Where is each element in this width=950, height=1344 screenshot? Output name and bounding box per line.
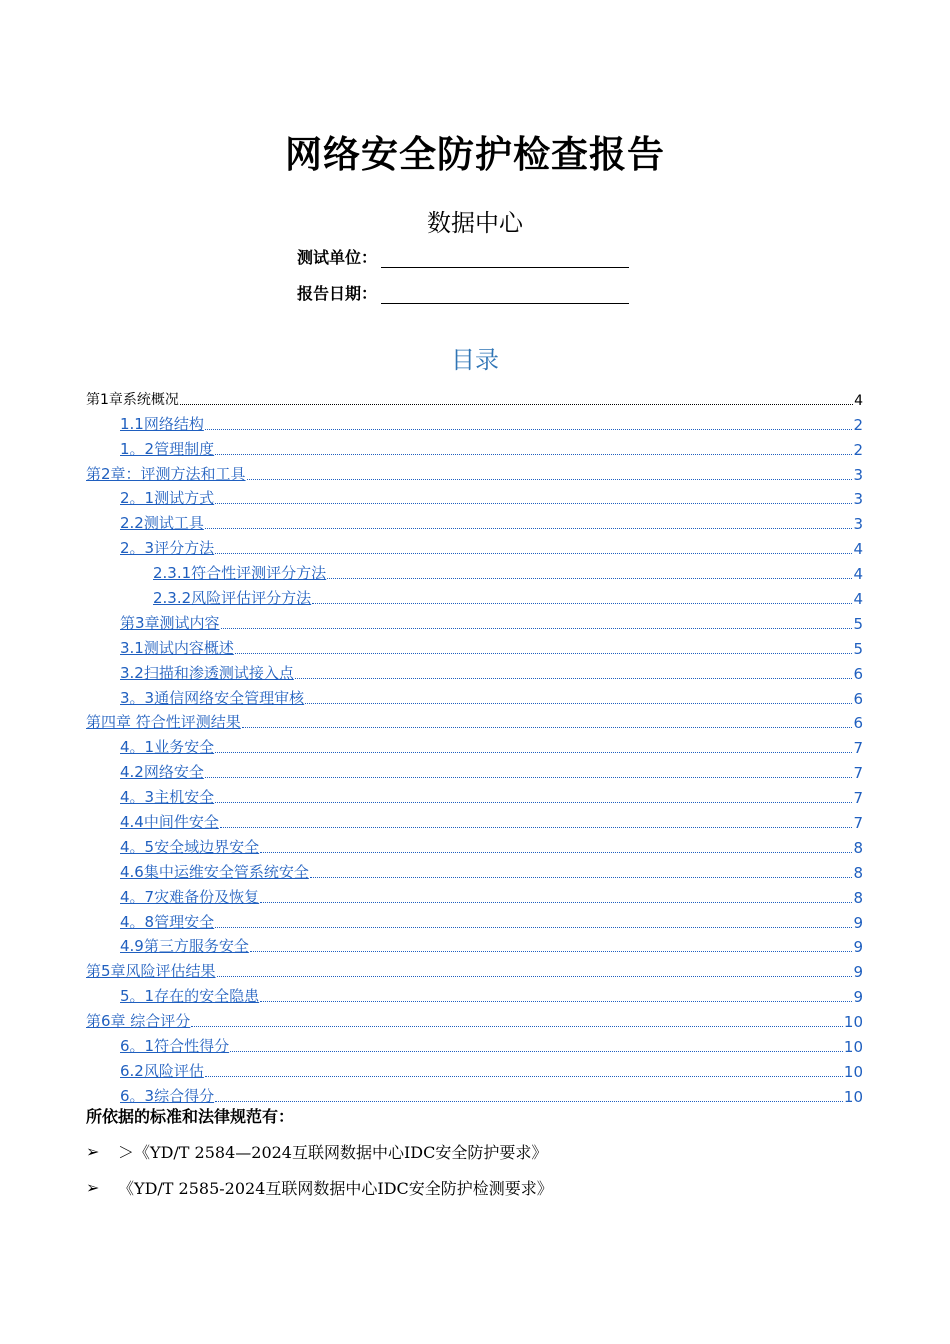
toc-page-number[interactable]: 2	[853, 440, 863, 459]
toc-page-number[interactable]: 9	[853, 963, 863, 982]
toc-entry-text[interactable]: 第2章：评测方法和工具	[86, 464, 246, 483]
toc-entry[interactable]	[86, 1031, 863, 1056]
toc-entry-text[interactable]: 6。1符合性得分	[120, 1037, 230, 1056]
toc-leader-dots	[305, 702, 852, 704]
toc-entry[interactable]	[86, 708, 863, 733]
toc-page-number[interactable]: 4	[853, 565, 863, 584]
toc-entry-text[interactable]: 4。8管理安全	[120, 912, 215, 931]
toc-leader-dots	[220, 826, 853, 828]
toc-page-number[interactable]: 10	[843, 1038, 863, 1057]
toc-page-number[interactable]: 5	[853, 614, 863, 633]
toc-entry[interactable]	[86, 508, 863, 533]
toc-page-number[interactable]: 6	[853, 714, 863, 733]
field-report-date	[297, 280, 629, 304]
toc-leader-dots	[312, 602, 852, 604]
toc-page-number[interactable]: 7	[853, 739, 863, 758]
toc-page-number[interactable]: 4	[854, 392, 863, 409]
toc-entry-text[interactable]: 第3章测试内容	[120, 613, 220, 632]
blank-line	[381, 249, 629, 268]
toc-page-number[interactable]: 8	[853, 838, 863, 857]
toc-leader-dots	[230, 1050, 843, 1052]
toc-page-number[interactable]: 9	[853, 988, 863, 1007]
toc-page-number[interactable]: 7	[853, 789, 863, 808]
toc-entry-text[interactable]: 6。3综合得分	[120, 1086, 215, 1105]
toc-entry-text[interactable]: 1。2管理制度	[120, 439, 215, 458]
toc-page-number[interactable]: 6	[853, 664, 863, 683]
toc-leader-dots	[221, 627, 853, 629]
toc-page-number[interactable]: 10	[843, 1013, 863, 1032]
toc-leader-dots	[260, 901, 852, 903]
toc-page-number[interactable]: 9	[853, 938, 863, 957]
toc-entry[interactable]	[86, 583, 863, 608]
toc-entry[interactable]	[86, 633, 863, 658]
toc-entry-text[interactable]: 第6章 综合评分	[86, 1012, 191, 1031]
toc-entry-text[interactable]: 4.6集中运维安全管系统安全	[120, 862, 309, 881]
toc-leader-dots	[205, 428, 853, 430]
toc-entry-text[interactable]: 2.3.2风险评估评分方法	[153, 589, 312, 608]
toc-leader-dots	[215, 1100, 843, 1102]
toc-entry-text[interactable]: 6.2风险评估	[120, 1061, 204, 1080]
field-label: 报告日期：	[297, 284, 378, 303]
arrow-bullet-icon: ➢	[86, 1178, 100, 1197]
toc-page-number[interactable]: 4	[853, 540, 863, 559]
toc-leader-dots	[191, 1025, 843, 1027]
toc-entry-text[interactable]: 第5章风险评估结果	[86, 962, 216, 981]
toc-leader-dots	[215, 552, 852, 554]
toc-entry-text[interactable]: 第四章 符合性评测结果	[86, 713, 241, 732]
toc-entry[interactable]	[86, 683, 863, 708]
toc-page-number[interactable]: 10	[843, 1062, 863, 1081]
table-of-contents	[86, 384, 863, 1106]
field-test-unit	[297, 244, 629, 268]
toc-leader-dots	[260, 851, 852, 853]
toc-leader-dots	[235, 652, 853, 654]
toc-entry[interactable]	[86, 981, 863, 1006]
toc-leader-dots	[260, 1000, 852, 1002]
toc-leader-dots	[215, 751, 852, 753]
toc-entry-text[interactable]: 第1章系统概况	[86, 391, 179, 408]
toc-entry[interactable]	[86, 882, 863, 907]
toc-entry-text[interactable]: 4。3主机安全	[120, 788, 215, 807]
toc-entry[interactable]	[86, 732, 863, 757]
toc-page-number[interactable]: 8	[853, 863, 863, 882]
toc-leader-dots	[295, 677, 853, 679]
toc-entry-text[interactable]: 4.4中间件安全	[120, 813, 219, 832]
toc-leader-dots	[242, 726, 853, 728]
standard-text: 《YD/T 2585-2024互联网数据中心IDC安全防护检测要求》	[118, 1179, 553, 1198]
toc-leader-dots	[180, 403, 853, 405]
toc-page-number[interactable]: 10	[843, 1087, 863, 1106]
toc-page-number[interactable]: 3	[853, 515, 863, 534]
toc-page-number[interactable]: 3	[853, 490, 863, 509]
toc-entry[interactable]	[86, 459, 863, 484]
toc-page-number[interactable]: 9	[853, 913, 863, 932]
toc-entry[interactable]	[86, 558, 863, 583]
toc-entry-text[interactable]: 4。1业务安全	[120, 738, 215, 757]
toc-leader-dots	[217, 975, 853, 977]
toc-entry[interactable]	[86, 484, 863, 509]
toc-leader-dots	[327, 577, 852, 579]
toc-leader-dots	[215, 801, 852, 803]
toc-entry[interactable]	[86, 608, 863, 633]
toc-entry-text[interactable]: 4。5安全域边界安全	[120, 837, 260, 856]
toc-entry[interactable]	[86, 533, 863, 558]
toc-entry[interactable]	[86, 384, 863, 409]
toc-entry-text[interactable]: 3.2扫描和渗透测试接入点	[120, 663, 294, 682]
toc-entry-text[interactable]: 5。1存在的安全隐患	[120, 987, 260, 1006]
toc-entry[interactable]	[86, 782, 863, 807]
toc-entry-text[interactable]: 2.2测试工具	[120, 514, 204, 533]
toc-leader-dots	[247, 478, 853, 480]
toc-entry-text[interactable]: 2。3评分方法	[120, 539, 215, 558]
toc-entry-text[interactable]: 2.3.1符合性评测评分方法	[153, 564, 327, 583]
toc-entry[interactable]	[86, 932, 863, 957]
toc-entry-text[interactable]: 2。1测试方式	[120, 489, 215, 508]
field-label: 测试单位：	[297, 248, 378, 267]
toc-entry[interactable]	[86, 1081, 863, 1106]
toc-heading: 目录	[451, 346, 499, 374]
standards-heading: 所依据的标准和法律规范有：	[86, 1107, 295, 1126]
toc-page-number[interactable]: 2	[853, 415, 863, 434]
toc-entry-text[interactable]: 4。7灾难备份及恢复	[120, 887, 260, 906]
toc-leader-dots	[250, 950, 853, 952]
toc-page-number[interactable]: 6	[853, 689, 863, 708]
toc-leader-dots	[205, 1075, 843, 1077]
standard-text: ＞《YD/T 2584—2024互联网数据中心IDC安全防护要求》	[118, 1143, 548, 1162]
toc-entry[interactable]	[86, 907, 863, 932]
document-subtitle: 数据中心	[427, 209, 523, 237]
toc-entry[interactable]	[86, 807, 863, 832]
toc-page-number[interactable]: 5	[853, 639, 863, 658]
toc-entry[interactable]	[86, 658, 863, 683]
toc-entry-text[interactable]: 4.2网络安全	[120, 763, 204, 782]
toc-entry[interactable]	[86, 1056, 863, 1081]
toc-page-number[interactable]: 8	[853, 888, 863, 907]
standard-item	[86, 1140, 547, 1163]
toc-page-number[interactable]: 4	[853, 590, 863, 609]
toc-leader-dots	[310, 876, 853, 878]
toc-entry[interactable]	[86, 409, 863, 434]
blank-line	[381, 285, 629, 304]
toc-leader-dots	[215, 502, 852, 504]
toc-entry[interactable]	[86, 832, 863, 857]
toc-leader-dots	[215, 453, 852, 455]
toc-leader-dots	[215, 926, 852, 928]
toc-entry[interactable]	[86, 757, 863, 782]
toc-page-number[interactable]: 3	[853, 465, 863, 484]
toc-entry[interactable]	[86, 956, 863, 981]
toc-leader-dots	[205, 776, 853, 778]
toc-entry[interactable]	[86, 434, 863, 459]
toc-entry-text[interactable]: 4.9第三方服务安全	[120, 937, 249, 956]
toc-page-number[interactable]: 7	[853, 814, 863, 833]
toc-entry[interactable]	[86, 1006, 863, 1031]
toc-entry-text[interactable]: 3。3通信网络安全管理审核	[120, 688, 305, 707]
toc-page-number[interactable]: 7	[853, 764, 863, 783]
toc-entry[interactable]	[86, 857, 863, 882]
toc-entry-text[interactable]: 3.1测试内容概述	[120, 638, 234, 657]
toc-leader-dots	[205, 527, 853, 529]
arrow-bullet-icon: ➢	[86, 1142, 100, 1161]
document-title: 网络安全防护检查报告	[285, 132, 665, 176]
standard-item	[86, 1176, 553, 1199]
toc-entry-text[interactable]: 1.1网络结构	[120, 414, 204, 433]
